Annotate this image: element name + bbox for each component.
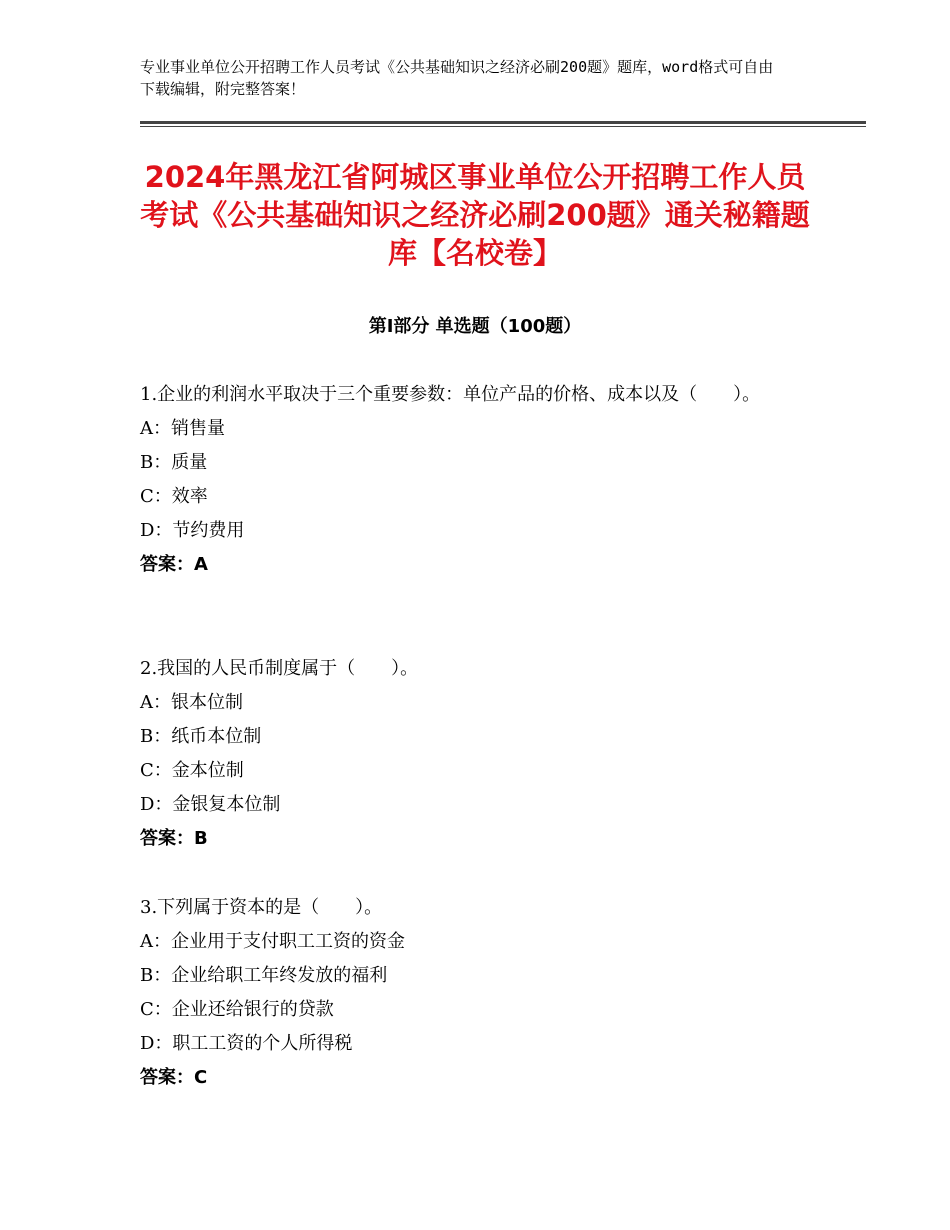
- question-1: [140, 378, 820, 582]
- section-title: 第Ⅰ部分 单选题（100题）: [368, 316, 582, 337]
- option-d: D：金银复本位制: [140, 794, 281, 815]
- question-3: [140, 891, 820, 1095]
- question-stem: 1.企业的利润水平取决于三个重要参数：单位产品的价格、成本以及（ ）。: [140, 384, 761, 405]
- document-title: 2024年黑龙江省阿城区事业单位公开招聘工作人员考试《公共基础知识之经济必刷200题》通关秘籍题库【名校卷】: [140, 160, 810, 270]
- option-b: B：质量: [140, 452, 208, 473]
- header-note: 专业事业单位公开招聘工作人员考试《公共基础知识之经济必刷200题》题库，word格式可自由下载编辑，附完整答案！: [140, 58, 774, 98]
- option-d: D：职工工资的个人所得税: [140, 1033, 353, 1054]
- option-a: A：银本位制: [140, 692, 243, 713]
- option-b: B：纸币本位制: [140, 726, 262, 747]
- option-c: C：金本位制: [140, 760, 244, 781]
- answer: 答案：C: [140, 1067, 208, 1088]
- option-d: D：节约费用: [140, 520, 245, 541]
- header-divider: [140, 121, 866, 127]
- option-c: C：企业还给银行的贷款: [140, 999, 334, 1020]
- answer: 答案：B: [140, 828, 208, 849]
- option-a: A：企业用于支付职工工资的资金: [140, 931, 405, 952]
- option-c: C：效率: [140, 486, 208, 507]
- question-stem: 3.下列属于资本的是（ ）。: [140, 897, 383, 918]
- question-stem: 2.我国的人民币制度属于（ ）。: [140, 658, 419, 679]
- option-b: B：企业给职工年终发放的福利: [140, 965, 388, 986]
- question-2: [140, 652, 820, 856]
- option-a: A：销售量: [140, 418, 225, 439]
- answer: 答案：A: [140, 554, 208, 575]
